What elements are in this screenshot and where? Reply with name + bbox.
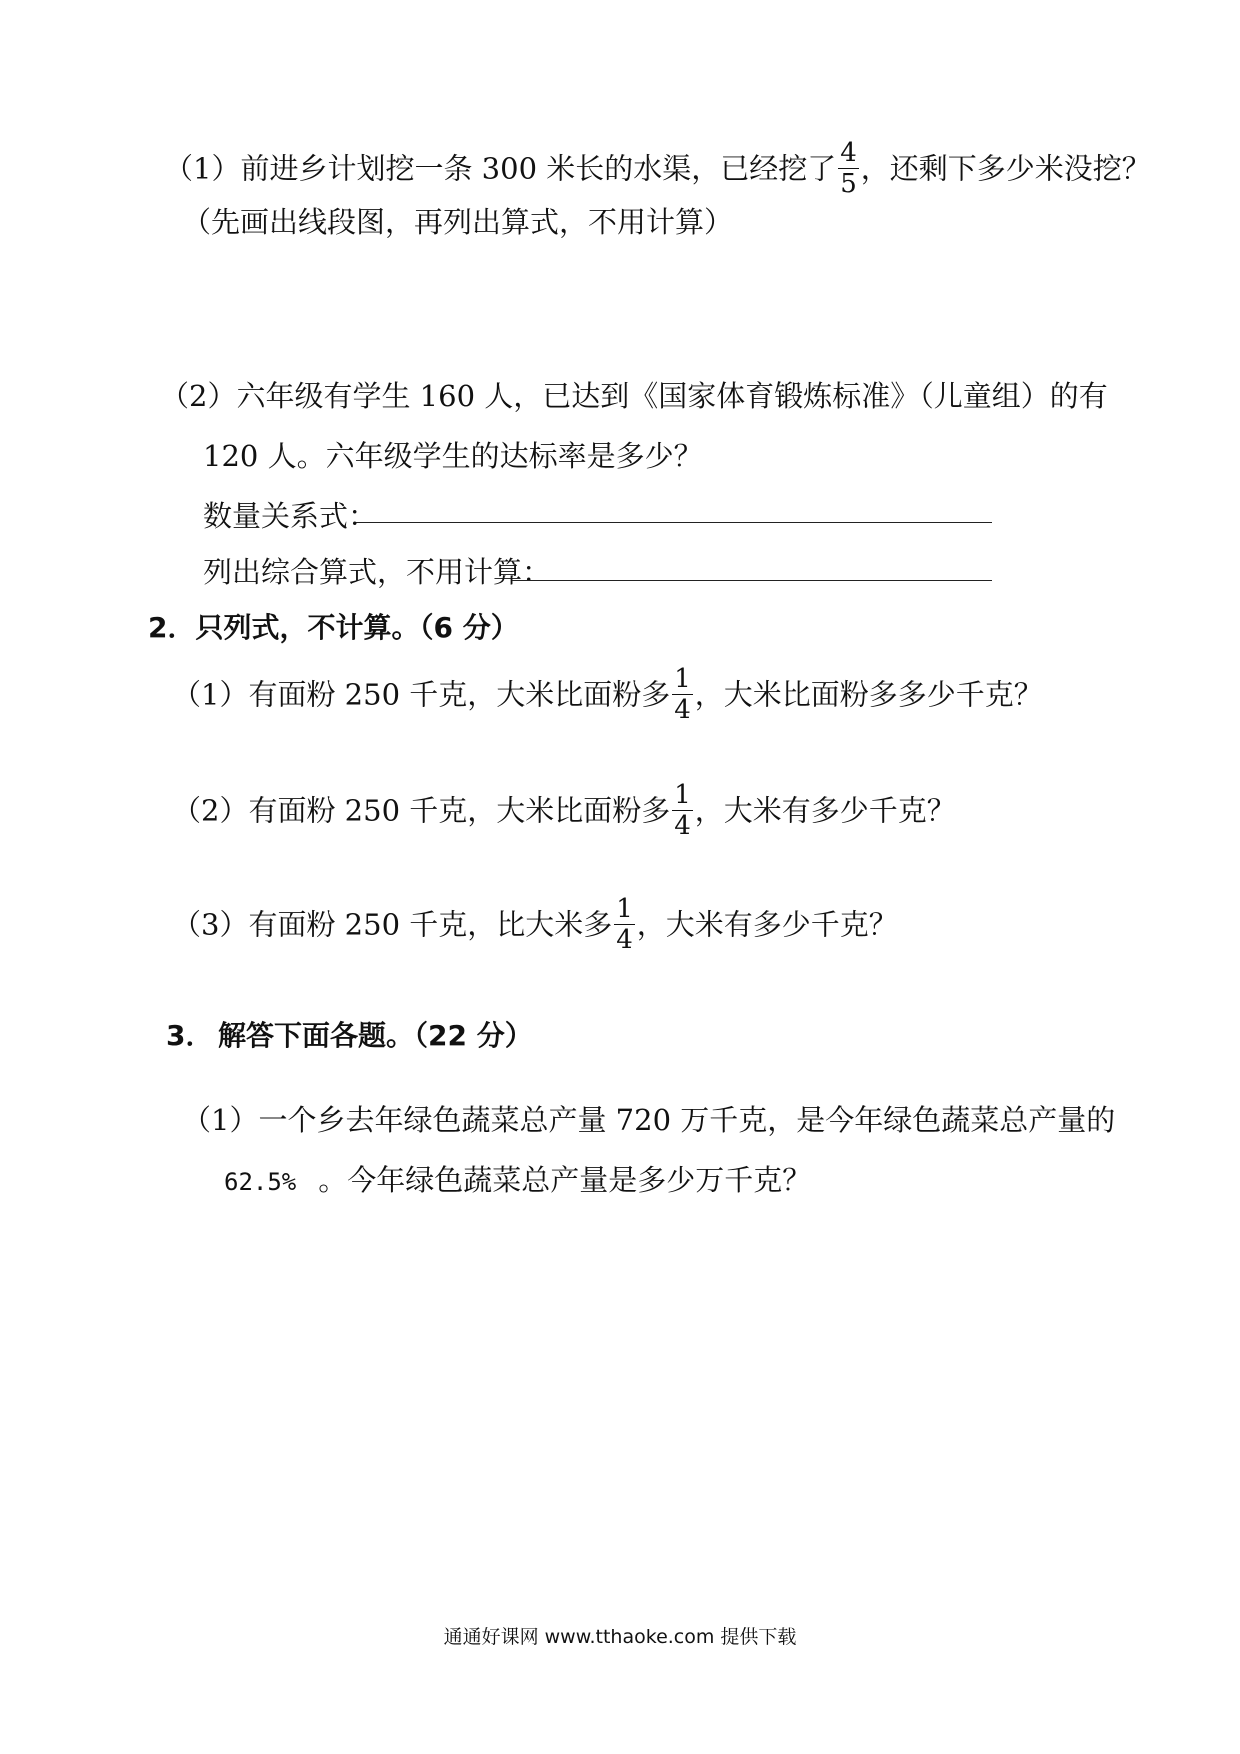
relation-label: 数量关系式： [203,499,378,533]
s3-item-1-line2: 62.5% 。今年绿色蔬菜总产量是多少万千克？ [224,1163,812,1197]
q1-1-line2: （先画出线段图，再列出算式，不用计算） [182,205,734,239]
section3-number: 3． [166,1019,214,1052]
formula-label: 列出综合算式，不用计算： [203,555,552,589]
fraction: $\frac{4}{5}$ [840,138,857,199]
section3-title: 解答下面各题。（22 分） [218,1019,533,1052]
q1-1-line1 [164,138,1151,199]
s2-item-1: （1）有面粉 250 千克，大米比面粉多 $\frac{1}{4}$ ，大米比面粉多多少千克？ [172,664,1043,725]
footer-credit: 通通好课网 www.tthaoke.com 提供下载 [443,1626,797,1648]
section2-title: 2．只列式，不计算。（6 分） [148,611,519,644]
fraction: $\frac{1}{4}$ [674,664,691,725]
percent-value: 62.5% [224,1168,297,1196]
relation-answer-blank[interactable] [356,522,992,523]
formula-answer-blank[interactable] [512,580,992,581]
s3-item-1-line1: （1）一个乡去年绿色蔬菜总产量 720 万千克，是今年绿色蔬菜总产量的 [182,1103,1116,1137]
fraction: $\frac{1}{4}$ [674,780,691,841]
q1-2-line2: 120 人。六年级学生的达标率是多少？ [203,439,703,473]
s2-item-2: （2）有面粉 250 千克，大米比面粉多 $\frac{1}{4}$ ，大米有多少千克？ [172,780,956,841]
q1-1-text: （1）前进乡计划挖一条 300 米长的水渠，已经挖了 [164,151,837,186]
q1-1-text-cont: ，还剩下多少米没挖？ [860,151,1151,186]
s2-item-3: （3）有面粉 250 千克，比大米多 $\frac{1}{4}$ ，大米有多少千克？ [172,894,898,955]
fraction: $\frac{1}{4}$ [616,894,633,955]
q1-2-line1: （2）六年级有学生 160 人，已达到《国家体育锻炼标准》（儿童组）的有 [160,379,1108,413]
